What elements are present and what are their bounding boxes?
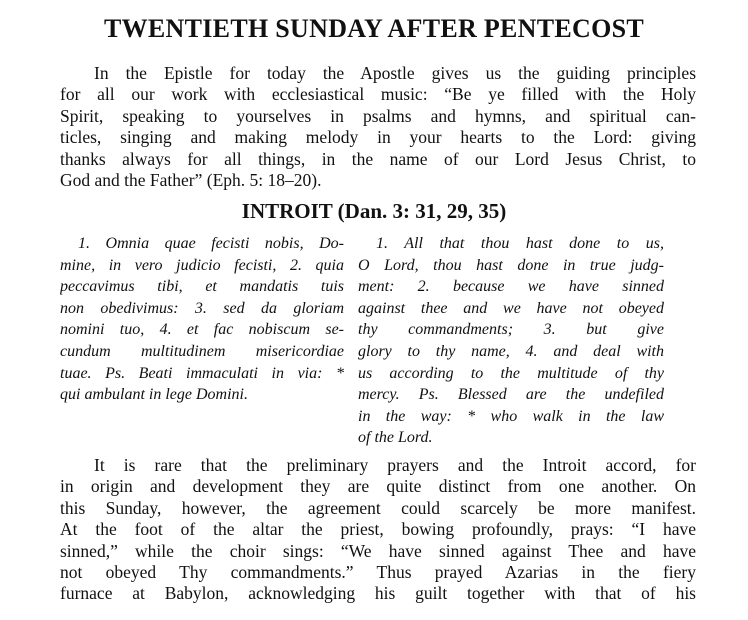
english-line: in the way: * who walk in the law [358, 407, 664, 425]
intro-paragraph [60, 63, 696, 191]
latin-line: peccavimus tibi, et mandatis tuis [60, 278, 344, 296]
latin-column [60, 233, 344, 406]
latin-line: mine, in vero judicio fecisti, 2. quia [60, 256, 344, 274]
text-line: not obeyed Thy commandments.” Thus prayed Azarias in the fiery [60, 562, 696, 583]
latin-line: nomini tuo, 4. et fac nobiscum se- [60, 321, 344, 339]
text-line: sinned,” while the choir sings: “We have sinned against Thee and have [60, 540, 696, 561]
text-line: in origin and development they are quite distinct from one another. On [60, 476, 696, 497]
english-line: thy commandments; 3. but give [358, 321, 664, 339]
introit-heading: INTROIT (Dan. 3: 31, 29, 35) [241, 199, 507, 223]
latin-line: tuae. Ps. Beati immaculati in via: * [60, 364, 344, 382]
text-line: this Sunday, however, the agreement could scarcely be more manifest. [60, 497, 696, 518]
english-line: ment: 2. because we have sinned [358, 278, 664, 296]
text-line: thanks always for all things, in the name of our Lord Jesus Christ, to [60, 148, 696, 169]
text-line: ticles, singing and making melody in your hearts to the Lord: giving [60, 127, 696, 148]
text-line: God and the Father” (Eph. 5: 18–20). [60, 170, 322, 191]
text-line: It is rare that the preliminary prayers and the Introit accord, for [94, 455, 696, 475]
english-line: mercy. Ps. Blessed are the undefiled [358, 386, 664, 404]
commentary-paragraph [60, 455, 696, 605]
english-line: glory to thy name, 4. and deal with [358, 342, 664, 360]
english-line: against thee and we have not obeyed [358, 299, 664, 317]
latin-line: cundum multitudinem misericordiae [60, 342, 344, 360]
english-line: 1. All that thou hast done to us, [376, 235, 664, 252]
english-line: us according to the multitude of thy [358, 364, 664, 382]
text-line: furnace at Babylon, acknowledging his guilt together with that of his [60, 583, 696, 604]
text-line: Spirit, speaking to yourselves in psalms and hymns, and spiritual can- [60, 105, 696, 126]
english-line: O Lord, thou hast done in true judg- [358, 256, 664, 274]
page-title: TWENTIETH SUNDAY AFTER PENTECOST [103, 14, 645, 43]
latin-line: 1. Omnia quae fecisti nobis, Do- [78, 235, 344, 252]
latin-line: qui ambulant in lege Domini. [60, 386, 248, 404]
text-line: for all our work with ecclesiastical music: “Be ye filled with the Holy [60, 84, 696, 105]
text-line: In the Epistle for today the Apostle gives us the guiding principles [94, 63, 696, 83]
latin-line: non obedivimus: 3. sed da gloriam [60, 299, 344, 317]
english-line: of the Lord. [358, 429, 433, 447]
english-column [358, 233, 664, 449]
text-line: At the foot of the altar the priest, bowing profoundly, prays: “I have [60, 519, 696, 540]
